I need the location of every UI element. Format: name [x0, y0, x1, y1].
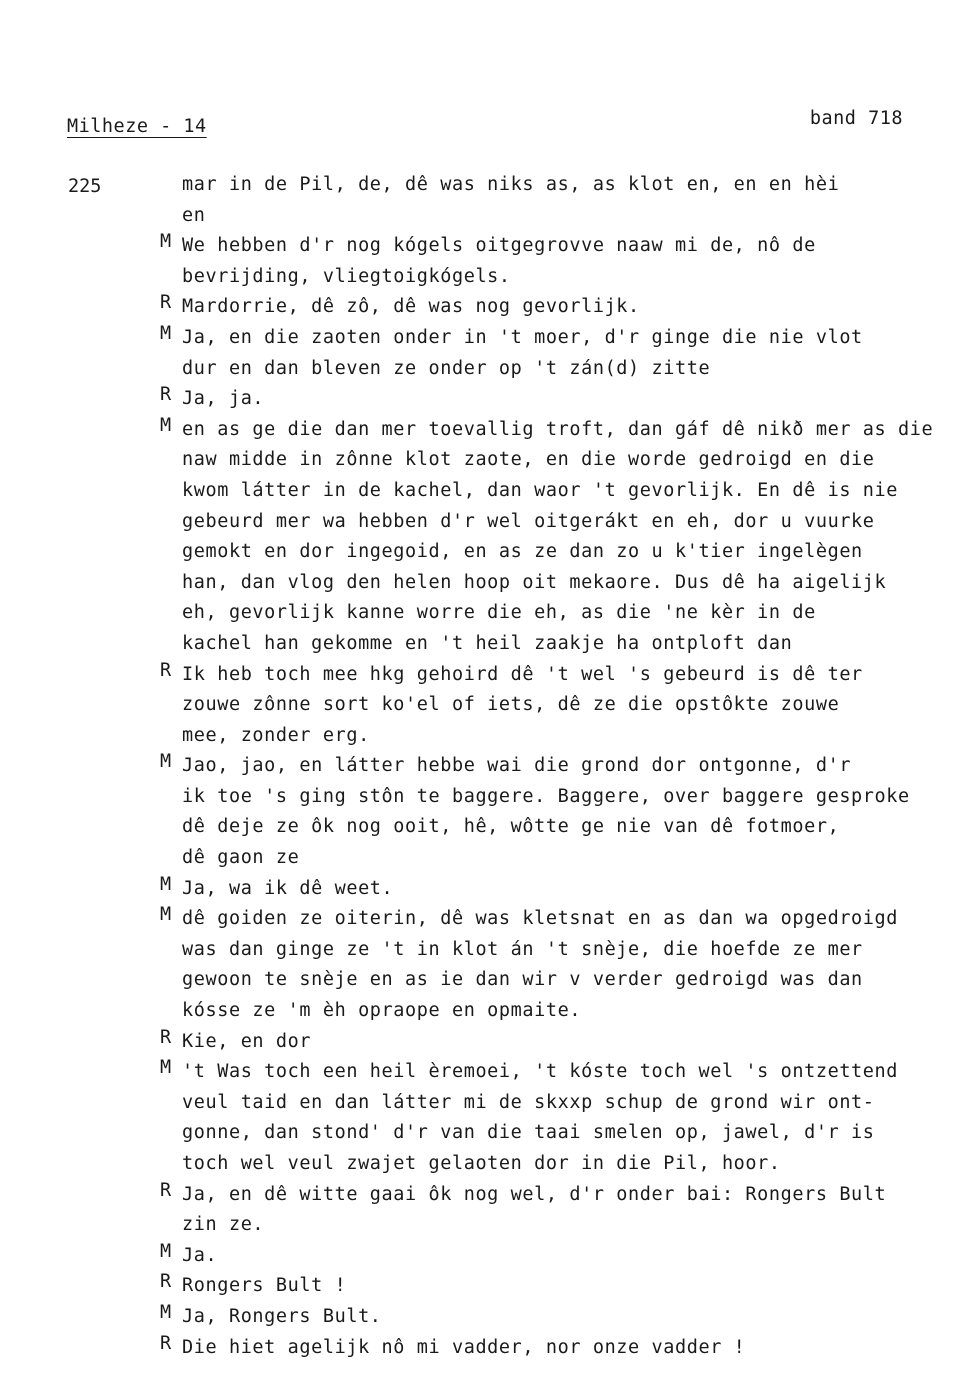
speaker-label: R: [160, 1179, 172, 1201]
turn-text: Mardorrie, dê zô, dê was nog gevorlijk.: [182, 296, 640, 318]
transcript-turn: [160, 904, 960, 1026]
speaker-label: R: [160, 292, 172, 314]
turn-text: Ja, Rongers Bult.: [182, 1305, 382, 1327]
tape-number: band 718: [809, 108, 903, 129]
turn-text: Ja, en dê witte gaai ôk nog wel, d'r onder bai: Rongers Bult zin ze.: [182, 1183, 887, 1236]
transcript-turn: [160, 1271, 960, 1302]
speaker-label: R: [160, 1332, 172, 1354]
turn-text: Ja, en die zaoten onder in 't moer, d'r ginge die nie vlot dur en dan bleven ze onder op 't zán(d) zitte: [182, 326, 863, 379]
transcript-turn: [160, 415, 960, 660]
speaker-label: M: [160, 1057, 172, 1079]
transcript-turn: [160, 323, 960, 384]
transcript-turn: [160, 384, 960, 415]
line-number: 225: [68, 176, 102, 197]
transcript-turn: [160, 1180, 960, 1241]
turn-text: Ja, ja.: [182, 388, 265, 410]
turn-text: Ja, wa ik dê weet.: [182, 877, 394, 899]
speaker-label: M: [160, 231, 172, 253]
speaker-label: R: [160, 1026, 172, 1048]
speaker-label: M: [160, 414, 172, 436]
speaker-label: M: [160, 873, 172, 895]
transcript-turn: [160, 751, 960, 873]
transcript-turn: [160, 874, 960, 905]
turn-text: Ik heb toch mee hkg gehoird dê 't wel 's gebeurd is dê ter zouwe zônne sort ko'el of iets, dê ze die opstôkte zouwe mee, zonder erg.: [182, 663, 863, 746]
transcript: [160, 170, 960, 1363]
turn-text: Kie, en dor: [182, 1030, 312, 1052]
speaker-label: M: [160, 1301, 172, 1323]
transcript-turn: [160, 231, 960, 292]
speaker-label: M: [160, 1240, 172, 1262]
turn-text: Ja.: [182, 1244, 218, 1266]
transcript-turn: [160, 170, 960, 231]
turn-text: mar in de Pil, de, dê was niks as, as klot en, en en hèi en: [182, 174, 840, 226]
speaker-label: M: [160, 904, 172, 926]
turn-text: Rongers Bult !: [182, 1275, 347, 1297]
header-title: Milheze - 14: [67, 116, 207, 137]
transcript-turn: [160, 1027, 960, 1058]
transcript-turn: [160, 1241, 960, 1272]
speaker-label: R: [160, 384, 172, 406]
turn-text: 't Was toch een heil èremoei, 't kóste toch wel 's ontzettend veul taid en dan látter mi de skxxp schup de grond wir ont- gonne, dan stond' d'r van die taai smelen op, jawel, d'r is toch wel veul zwajet gelaoten dor in die Pil, hoor.: [182, 1061, 899, 1174]
turn-text: Die hiet agelijk nô mi vadder, nor onze vadder !: [182, 1336, 746, 1358]
transcript-turn: [160, 660, 960, 752]
speaker-label: M: [160, 322, 172, 344]
turn-text: dê goiden ze oiterin, dê was kletsnat en as dan wa opgedroigd was dan ginge ze 't in klot án 't snèje, die hoefde ze mer gewoon te snèje en as ie dan wir v verder gedroigd was dan kósse ze 'm èh opraope en opmaite.: [182, 908, 899, 1022]
transcript-turn: [160, 1057, 960, 1179]
turn-text: en as ge die dan mer toevallig troft, dan gáf dê nikð mer as die naw midde in zônne klot zaote, en die worde gedroigd en die kwom látter in de kachel, dan waor 't gevorlijk. En dê is nie gebeurd mer wa hebben d'r wel oitgerákt en eh, dor u vuurke gemokt en dor ingegoid, en as ze dan zo u k'tier ingelègen han, dan vlog den helen hoop oit mekaore. Dus dê ha aigelijk eh, gevorlijk kanne worre die eh, as die 'ne kèr in de kachel han gekomme en 't heil zaakje ha ontploft dan: [182, 418, 934, 654]
transcript-turn: [160, 1333, 960, 1364]
transcript-turn: [160, 292, 960, 323]
speaker-label: R: [160, 659, 172, 681]
speaker-label: M: [160, 751, 172, 773]
speaker-label: R: [160, 1271, 172, 1293]
turn-text: We hebben d'r nog kógels oitgegrovve naaw mi de, nô de bevrijding, vliegtoigkógels.: [182, 235, 816, 287]
transcript-turn: [160, 1302, 960, 1333]
turn-text: Jao, jao, en látter hebbe wai die grond dor ontgonne, d'r ik toe 's ging stôn te baggere. Baggere, over baggere gesproke dê deje ze ôk nog ooit, hê, wôtte ge nie van dê fotmoer, dê gaon ze: [182, 755, 910, 869]
